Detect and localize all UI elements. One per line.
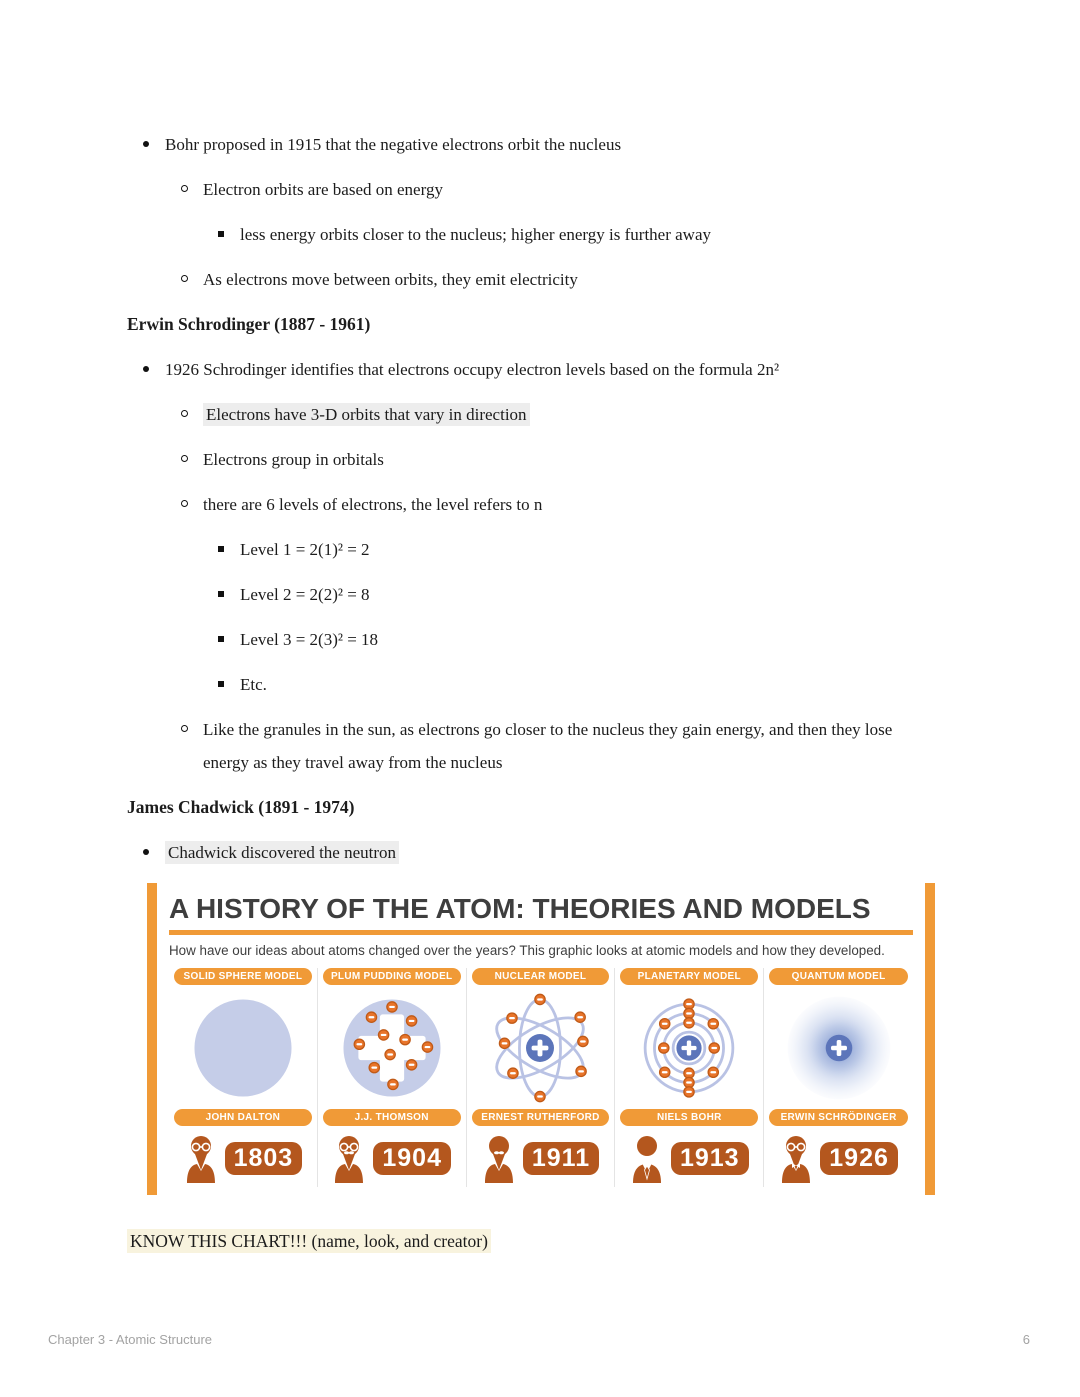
bullet-icon xyxy=(143,836,165,869)
square-bullet-icon xyxy=(218,533,240,566)
notes-content xyxy=(127,128,940,1258)
note-text: Electron orbits are based on energy xyxy=(203,180,443,199)
circle-bullet-icon xyxy=(181,488,203,521)
model-column-quantum xyxy=(764,968,913,1187)
solid-sphere-diagram-icon xyxy=(187,992,299,1104)
list-item xyxy=(127,836,940,869)
bullet-icon xyxy=(143,353,165,386)
section-heading-chadwick: James Chadwick (1891 - 1974) xyxy=(127,797,355,817)
square-bullet-icon xyxy=(218,218,240,251)
list-item xyxy=(127,263,940,296)
model-label-badge: SOLID SPHERE MODEL xyxy=(174,968,312,985)
circle-bullet-icon xyxy=(181,173,203,206)
list-item xyxy=(127,533,940,566)
scientist-portrait-icon xyxy=(332,1133,366,1183)
highlighted-note-text: Chadwick discovered the neutron xyxy=(165,841,399,864)
list-item xyxy=(127,173,940,206)
model-label-badge: PLANETARY MODEL xyxy=(620,968,758,985)
list-item xyxy=(127,128,940,161)
note-text: Level 3 = 2(3)² = 18 xyxy=(240,630,379,649)
circle-bullet-icon xyxy=(181,443,203,476)
title-underline xyxy=(169,930,913,935)
note-text: Bohr proposed in 1915 that the negative electrons orbit the nucleus xyxy=(165,135,622,154)
list-item xyxy=(127,668,940,701)
square-bullet-icon xyxy=(218,623,240,656)
list-item xyxy=(127,353,940,386)
scientist-portrait-icon xyxy=(779,1133,813,1183)
model-columns xyxy=(169,968,913,1187)
list-item xyxy=(127,218,940,251)
note-text: less energy orbits closer to the nucleus; higher energy is further away xyxy=(240,225,711,244)
scientist-portrait-icon xyxy=(630,1133,664,1183)
bullet-icon xyxy=(143,128,165,161)
square-bullet-icon xyxy=(218,668,240,701)
nuclear-diagram-icon xyxy=(484,992,596,1104)
scientist-name-badge: ERWIN SCHRÖDINGER xyxy=(769,1109,908,1126)
scientist-name-badge: J.J. THOMSON xyxy=(323,1109,461,1126)
list-item xyxy=(127,578,940,611)
footer-page-number: 6 xyxy=(1022,1332,1030,1347)
know-chart-note xyxy=(127,1225,940,1258)
note-text: Electrons group in orbitals xyxy=(203,450,384,469)
list-item xyxy=(127,443,940,476)
year-badge: 1904 xyxy=(373,1142,451,1175)
list-item xyxy=(127,623,940,656)
model-label-badge: PLUM PUDDING MODEL xyxy=(323,968,461,985)
planetary-diagram-icon xyxy=(633,992,745,1104)
note-text: Level 2 = 2(2)² = 8 xyxy=(240,585,370,604)
circle-bullet-icon xyxy=(181,398,203,431)
note-text: there are 6 levels of electrons, the level refers to n xyxy=(203,495,543,514)
circle-bullet-icon xyxy=(181,263,203,296)
square-bullet-icon xyxy=(218,578,240,611)
note-text: 1926 Schrodinger identifies that electrons occupy electron levels based on the formula 2n² xyxy=(165,360,780,379)
highlighted-note-text: Electrons have 3-D orbits that vary in direction xyxy=(203,403,530,426)
year-badge: 1926 xyxy=(820,1142,898,1175)
note-text: As electrons move between orbits, they emit electricity xyxy=(203,270,578,289)
scientist-name-badge: ERNEST RUTHERFORD xyxy=(472,1109,610,1126)
atom-history-infographic xyxy=(147,883,935,1195)
scientist-name-badge: NIELS BOHR xyxy=(620,1109,758,1126)
year-badge: 1803 xyxy=(225,1142,303,1175)
note-text: Etc. xyxy=(240,675,267,694)
year-badge: 1913 xyxy=(671,1142,749,1175)
infographic-title: A HISTORY OF THE ATOM: THEORIES AND MODELS xyxy=(169,893,871,924)
list-item xyxy=(127,488,940,521)
model-column-solid-sphere xyxy=(169,968,318,1187)
note-text: Like the granules in the sun, as electrons go closer to the nucleus they gain energy, and then they lose energy as they travel away from the nucleus xyxy=(203,720,893,772)
model-column-nuclear xyxy=(467,968,616,1187)
scientist-portrait-icon xyxy=(482,1133,516,1183)
note-text: Level 1 = 2(1)² = 2 xyxy=(240,540,370,559)
list-item xyxy=(127,713,940,779)
model-column-planetary xyxy=(615,968,764,1187)
footer-chapter-label: Chapter 3 - Atomic Structure xyxy=(48,1332,213,1347)
model-column-plum-pudding xyxy=(318,968,467,1187)
highlighted-note-text: KNOW THIS CHART!!! (name, look, and creator) xyxy=(127,1229,491,1253)
quantum-diagram-icon xyxy=(783,992,895,1104)
infographic-subtitle: How have our ideas about atoms changed over the years? This graphic looks at atomic models and how they developed. xyxy=(169,943,885,958)
circle-bullet-icon xyxy=(181,713,203,779)
scientist-portrait-icon xyxy=(184,1133,218,1183)
year-badge: 1911 xyxy=(523,1142,599,1175)
scientist-name-badge: JOHN DALTON xyxy=(174,1109,312,1126)
model-label-badge: QUANTUM MODEL xyxy=(769,968,908,985)
model-label-badge: NUCLEAR MODEL xyxy=(472,968,610,985)
list-item xyxy=(127,398,940,431)
plum-pudding-diagram-icon xyxy=(336,992,448,1104)
section-heading-schrodinger: Erwin Schrodinger (1887 - 1961) xyxy=(127,314,371,334)
